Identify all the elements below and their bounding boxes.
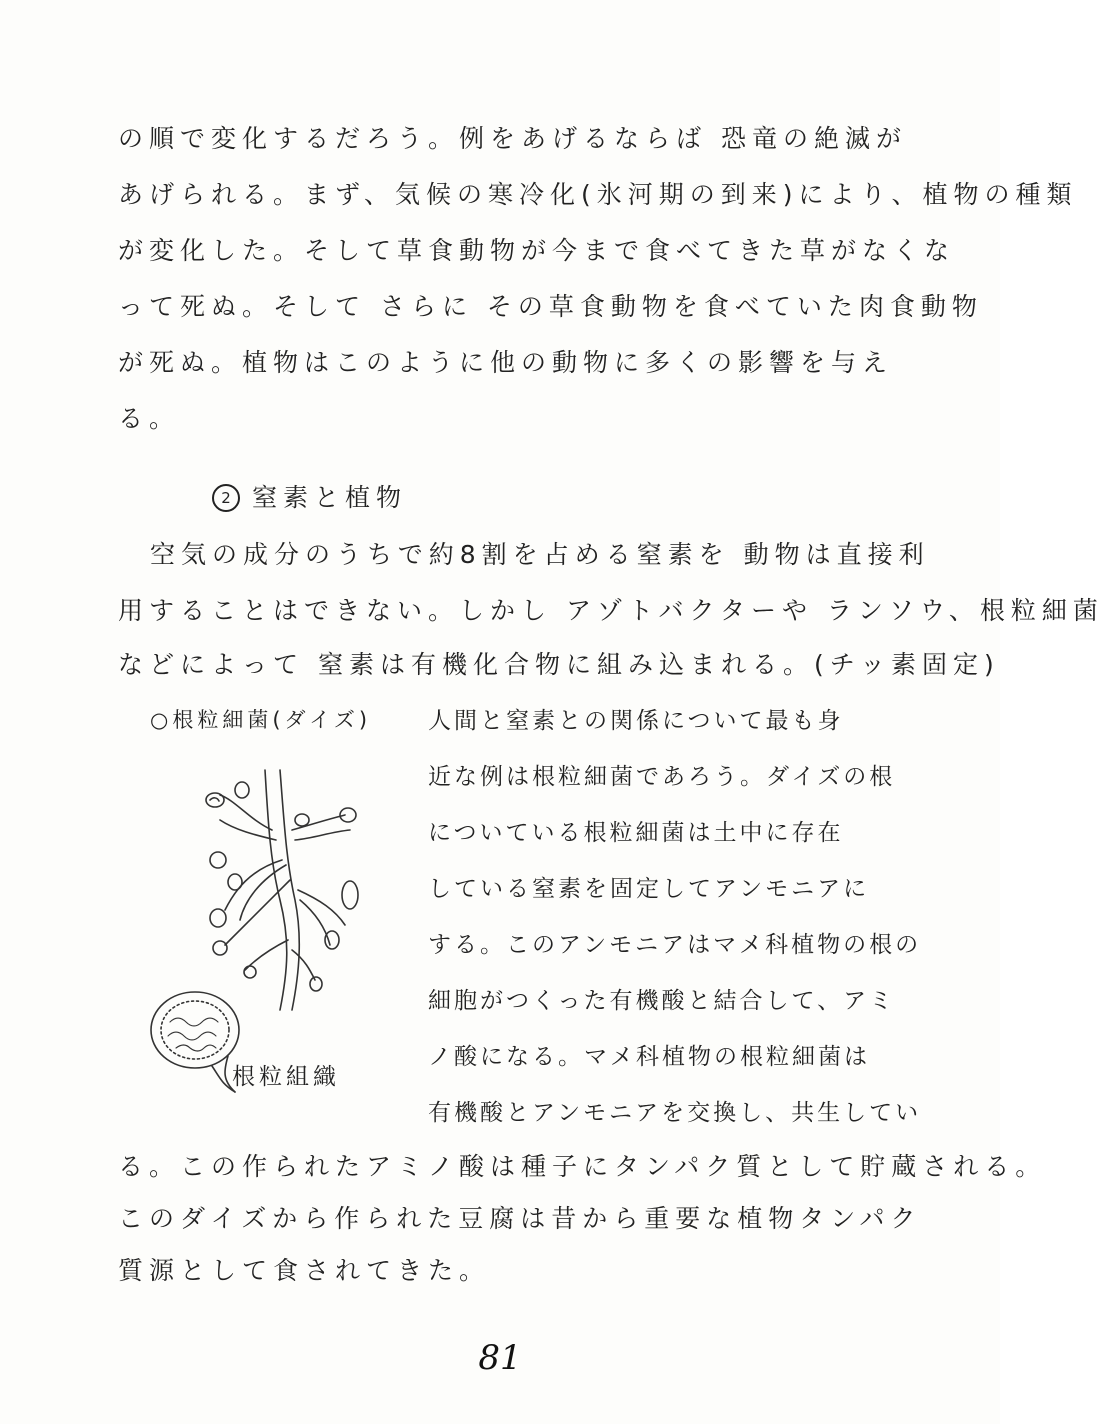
figure-caption: 根粒組織	[232, 1064, 340, 1090]
text-line: が変化した。そして草食動物が今まで食べてきた草がなくな	[118, 236, 956, 265]
text-line: 有機酸とアンモニアを交換し、共生してい	[428, 1100, 922, 1126]
text-line: あげられる。まず、気候の寒冷化(氷河期の到来)により、植物の種類	[118, 180, 1078, 209]
text-line: る。この作られたアミノ酸は種子にタンパク質として貯蔵される。	[118, 1152, 1047, 1181]
text-line: する。このアンモニアはマメ科植物の根の	[428, 932, 922, 958]
text-line: している窒素を固定してアンモニアに	[428, 876, 870, 902]
text-line: 近な例は根粒細菌であろう。ダイズの根	[428, 764, 896, 790]
text-line: などによって 窒素は有機化合物に組み込まれる。(チッ素固定)	[118, 650, 1000, 679]
text-line: このダイズから作られた豆腐は昔から重要な植物タンパク	[118, 1204, 922, 1233]
text-line: 用することはできない。しかし アゾトバクターや ランソウ、根粒細菌	[118, 596, 1104, 625]
figure-label: ○根粒細菌(ダイズ)	[150, 708, 372, 732]
section-heading	[212, 478, 407, 518]
root-nodule-drawing	[140, 760, 400, 1100]
text-line: 人間と窒素との関係について最も身	[428, 708, 844, 734]
text-line: って死ぬ。そして さらに その草食動物を食べていた肉食動物	[118, 292, 983, 321]
text-line: の順で変化するだろう。例をあげるならば 恐竜の絶滅が	[118, 124, 907, 153]
text-line: についている根粒細菌は土中に存在	[428, 820, 844, 846]
text-line: が死ぬ。植物はこのように他の動物に多くの影響を与え	[118, 348, 894, 377]
page-number: 81	[478, 1338, 522, 1378]
text-line: 空気の成分のうちで約8割を占める窒素を 動物は直接利	[150, 540, 930, 569]
text-line: 細胞がつくった有機酸と結合して、アミ	[428, 988, 896, 1014]
section-title: 窒素と植物	[252, 483, 408, 512]
text-line: 質源として食されてきた。	[118, 1256, 491, 1285]
section-number: 2	[212, 484, 240, 512]
text-line: る。	[118, 404, 181, 433]
text-line: ノ酸になる。マメ科植物の根粒細菌は	[428, 1044, 870, 1070]
